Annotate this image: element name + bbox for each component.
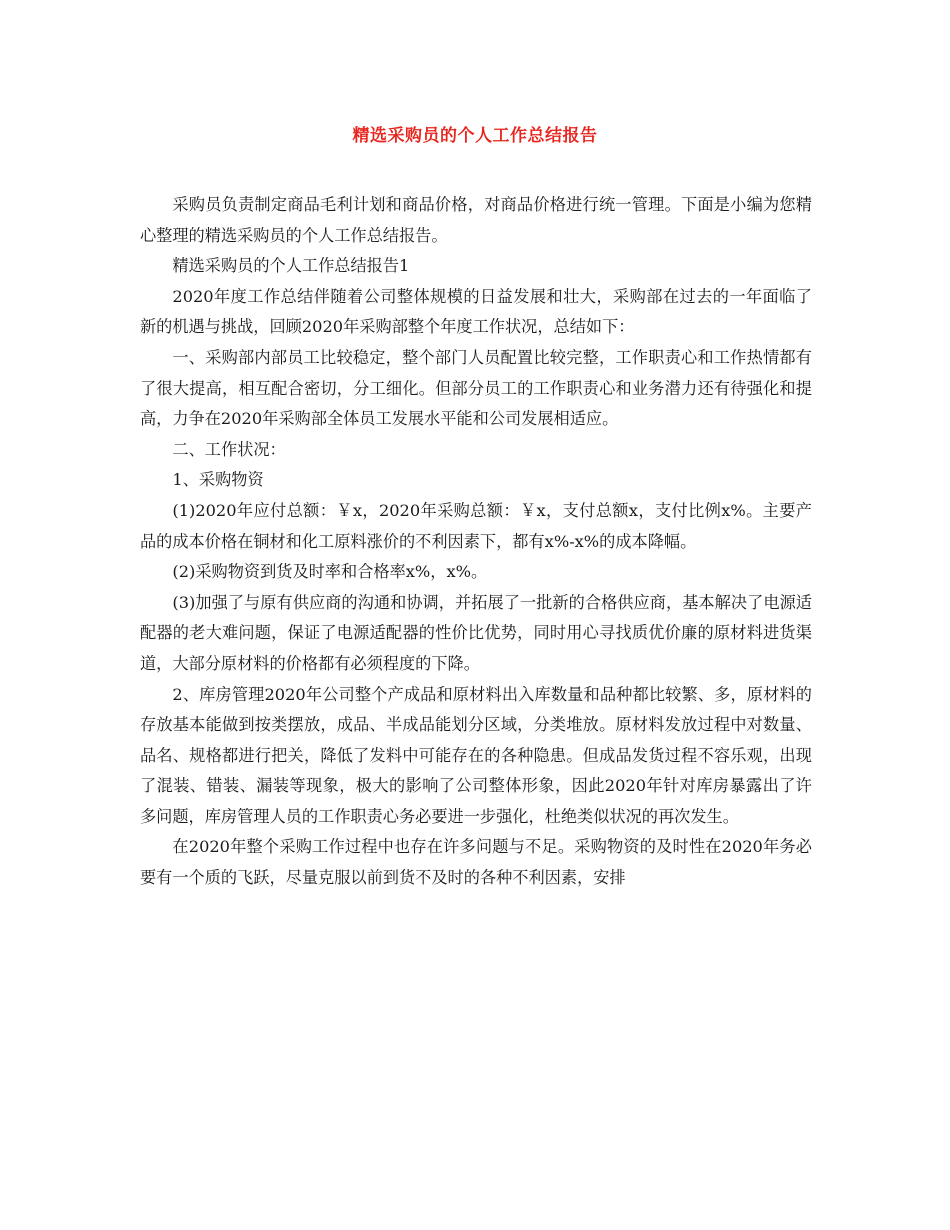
paragraph-overview: 2020年度工作总结伴随着公司整体规模的日益发展和壮大，采购部在过去的一年面临了新的机遇与挑战，回顾2020年采购部整个年度工作状况，总结如下：	[140, 286, 812, 337]
paragraph-procurement-1: (1)2020年应付总额：￥x，2020年采购总额：￥x，支付总额x，支付比例x%。主要产品的成本价格在铜材和化工原料涨价的不利因素下，都有x%-x%的成本降幅。	[140, 500, 812, 551]
paragraph-procurement-2: (2)采购物资到货及时率和合格率x%，x%。	[172, 562, 488, 582]
document-body	[140, 190, 812, 894]
document-title: 精选采购员的个人工作总结报告	[352, 126, 598, 146]
paragraph-work-status-heading: 二、工作状况：	[172, 439, 286, 459]
paragraph-staff: 一、采购部内部员工比较稳定，整个部门人员配置比较完整，工作职责心和工作热情都有了很大提高，相互配合密切，分工细化。但部分员工的工作职责心和业务潜力还有待强化和提高，力争在2020年采购部全体员工发展水平能和公司发展相适应。	[140, 347, 812, 429]
paragraph-procurement-3: (3)加强了与原有供应商的沟通和协调，并拓展了一批新的合格供应商，基本解决了电源适配器的老大难问题，保证了电源适配器的性价比优势，同时用心寻找质优价廉的原材料进货渠道，大部分原材料的价格都有必须程度的下降。	[140, 592, 812, 673]
paragraph-section-heading: 精选采购员的个人工作总结报告1	[172, 256, 410, 276]
paragraph-issues: 在2020年整个采购工作过程中也存在许多问题与不足。采购物资的及时性在2020年务必要有一个质的飞跃，尽量克服以前到货不及时的各种不利因素，安排	[140, 837, 812, 888]
paragraph-warehouse: 2、库房管理2020年公司整个产成品和原材料出入库数量和品种都比较繁、多，原材料的存放基本能做到按类摆放，成品、半成品能划分区域，分类堆放。原材料发放过程中对数量、品名、规格都进行把关，降低了发料中可能存在的各种隐患。但成品发货过程不容乐观，出现了混装、错装、漏装等现象，极大的影响了公司整体形象，因此2020年针对库房暴露出了许多问题，库房管理人员的工作职责心务必要进一步强化，杜绝类似状况的再次发生。	[140, 684, 812, 826]
paragraph-procurement-heading: 1、采购物资	[172, 470, 264, 490]
paragraph-intro: 采购员负责制定商品毛利计划和商品价格，对商品价格进行统一管理。下面是小编为您精心整理的精选采购员的个人工作总结报告。	[140, 195, 812, 245]
